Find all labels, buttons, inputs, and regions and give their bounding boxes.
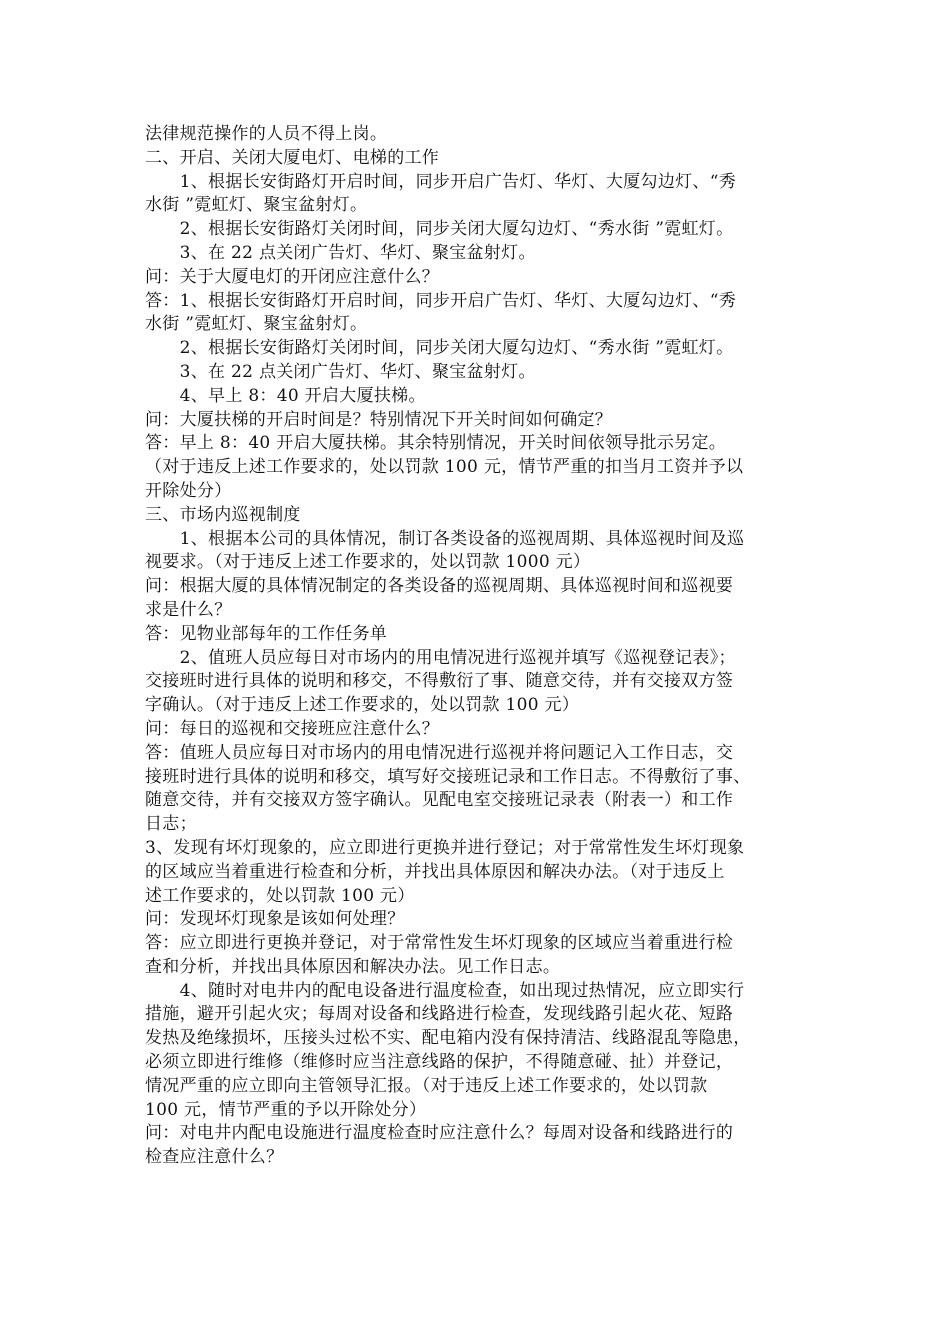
- text-line: 视要求。（对于违反上述工作要求的，处以罚款 1000 元）: [145, 552, 591, 573]
- text-line: 发热及绝缘损坏，压接头过松不实、配电箱内没有保持清洁、线路混乱等隐患，: [145, 1028, 751, 1049]
- text-line: 接班时进行具体的说明和移交，填写好交接班记录和工作日志。不得敷衍了事、: [145, 766, 751, 787]
- text-line: 1、根据长安街路灯开启时间，同步开启广告灯、华灯、大厦勾边灯、“秀: [145, 171, 737, 192]
- text-line: 1、根据本公司的具体情况，制订各类设备的巡视周期、具体巡视时间及巡: [145, 528, 745, 549]
- text-line: 情况严重的应立即向主管领导汇报。（对于违反上述工作要求的，处以罚款: [145, 1075, 708, 1096]
- text-line: 答：早上 8：40 开启大厦扶梯。其余特别情况，开关时间依领导批示另定。: [145, 433, 727, 454]
- text-line: 问：根据大厦的具体情况制定的各类设备的巡视周期、具体巡视时间和巡视要: [145, 576, 734, 597]
- text-line: 2、根据长安街路灯关闭时间，同步关闭大厦勾边灯、“秀水街 ”霓虹灯。: [145, 219, 734, 240]
- text-line: 100 元，情节严重的予以开除处分）: [145, 1099, 427, 1120]
- text-line: 求是什么？: [145, 599, 232, 620]
- text-line: 4、随时对电井内的配电设备进行温度检查，如出现过热情况，应立即实行: [145, 980, 745, 1001]
- text-line: 必须立即进行维修（维修时应当注意线路的保护，不得随意碰、扯）并登记，: [145, 1052, 734, 1073]
- text-line: 答：见物业部每年的工作任务单: [145, 623, 388, 644]
- text-line: 字确认。（对于违反上述工作要求的，处以罚款 100 元）: [145, 695, 580, 716]
- text-line: 3、发现有坏灯现象的，应立即进行更换并进行登记；对于常常性发生坏灯现象: [145, 837, 745, 858]
- text-line: 开除处分）: [145, 480, 232, 501]
- text-line: 答：1、根据长安街路灯开启时间，同步开启广告灯、华灯、大厦勾边灯、“秀: [145, 290, 737, 311]
- text-line: 答：值班人员应每日对市场内的用电情况进行巡视并将问题记入工作日志，交: [145, 742, 734, 763]
- text-line: 问：大厦扶梯的开启时间是？特别情况下开关时间如何确定？: [145, 409, 613, 430]
- text-line: 法律规范操作的人员不得上岗。: [145, 124, 388, 144]
- text-line: 问：对电井内配电设施进行温度检查时应注意什么？每周对设备和线路进行的: [145, 1123, 734, 1144]
- text-line: 问：发现坏灯现象是该如何处理？: [145, 909, 405, 930]
- text-line: 述工作要求的，处以罚款 100 元）: [145, 885, 415, 906]
- document-body: [145, 123, 815, 1170]
- text-line: 检查应注意什么？: [145, 1147, 284, 1168]
- text-line: 2、根据长安街路灯关闭时间，同步关闭大厦勾边灯、“秀水街 ”霓虹灯。: [145, 338, 734, 359]
- text-line: 三、市场内巡视制度: [145, 504, 301, 525]
- text-line: 水街 ”霓虹灯、聚宝盆射灯。: [145, 314, 368, 335]
- text-line: 3、在 22 点关闭广告灯、华灯、聚宝盆射灯。: [145, 361, 536, 382]
- text-line: 4、早上 8：40 开启大厦扶梯。: [145, 385, 426, 406]
- text-line: 措施，避开引起火灾；每周对设备和线路进行检查，发现线路引起火花、短路: [145, 1004, 734, 1025]
- text-line: 交接班时进行具体的说明和移交，不得敷衍了事、随意交待，并有交接双方签: [145, 671, 734, 692]
- text-line: 日志；: [145, 814, 197, 835]
- text-line: 答：应立即进行更换并登记，对于常常性发生坏灯现象的区域应当着重进行检: [145, 933, 734, 954]
- text-line: 2、值班人员应每日对市场内的用电情况进行巡视并填写《巡视登记表》；: [145, 647, 736, 668]
- text-line: 水街 ”霓虹灯、聚宝盆射灯。: [145, 195, 368, 216]
- text-line: 的区域应当着重进行检查和分析，并找出具体原因和解决办法。（对于违反上: [145, 861, 725, 882]
- text-line: 查和分析，并找出具体原因和解决办法。见工作日志。: [145, 956, 561, 977]
- text-line: 二、开启、关闭大厦电灯、电梯的工作: [145, 147, 440, 168]
- text-line: （对于违反上述工作要求的，处以罚款 100 元，情节严重的扣当月工资并予以: [145, 457, 744, 478]
- text-line: 随意交待，并有交接双方签字确认。见配电室交接班记录表（附表一）和工作: [145, 790, 734, 811]
- text-line: 3、在 22 点关闭广告灯、华灯、聚宝盆射灯。: [145, 242, 536, 263]
- text-line: 问：每日的巡视和交接班应注意什么？: [145, 718, 440, 739]
- text-line: 问：关于大厦电灯的开闭应注意什么？: [145, 266, 440, 287]
